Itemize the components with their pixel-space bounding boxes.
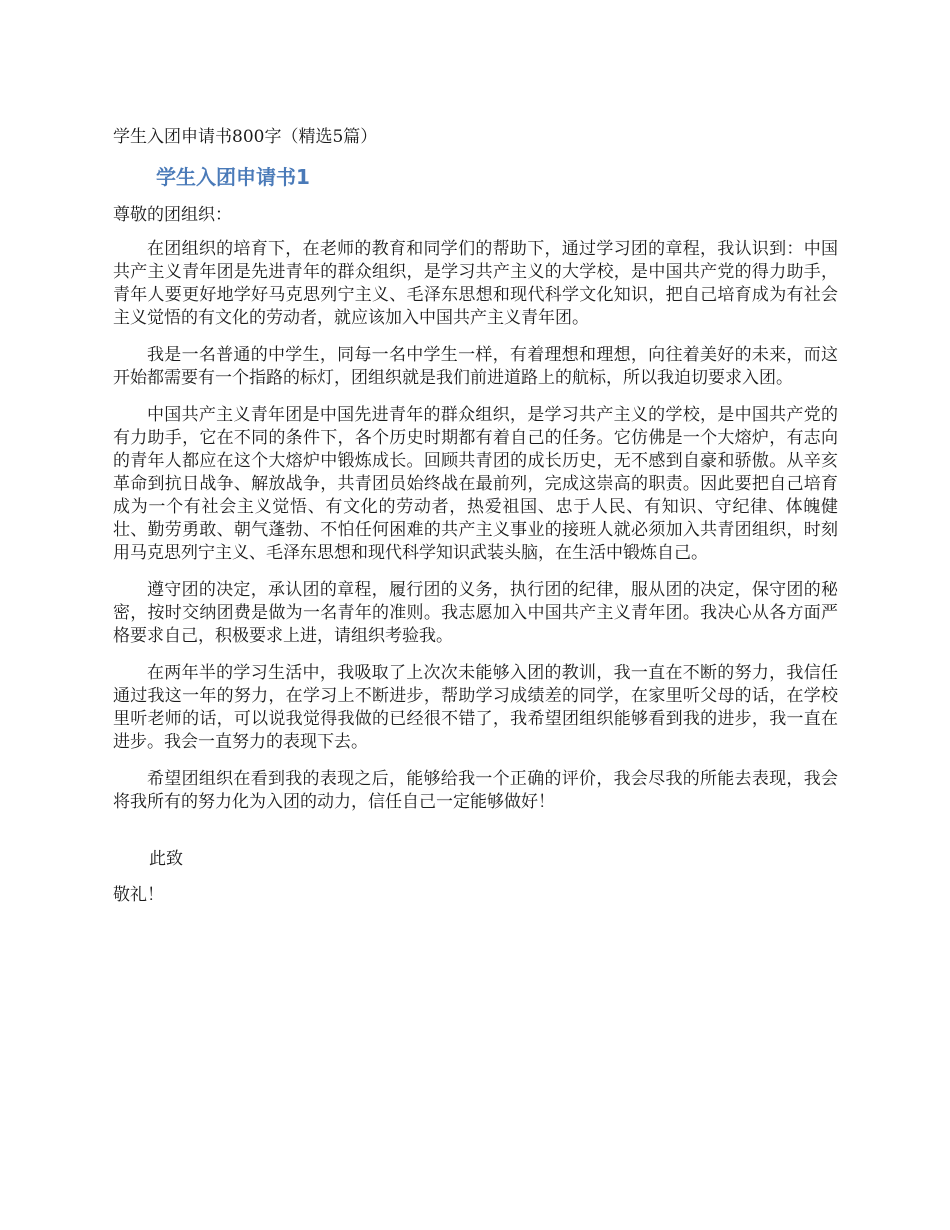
section-heading: 学生入团申请书1 — [156, 165, 310, 189]
body-paragraph-1: 在团组织的培育下，在老师的教育和同学们的帮助下，通过学习团的章程，我认识到：中国共产主义青年团是先进青年的群众组织，是学习共产主义的大学校，是中国共产党的得力助手，青年人要更好地学好马克思列宁主义、毛泽东思想和现代科学文化知识，把自己培育成为有社会主义觉悟的有文化的劳动者，就应该加入中国共产主义青年团。 — [113, 239, 838, 328]
body-paragraph-3: 中国共产主义青年团是中国先进青年的群众组织，是学习共产主义的学校，是中国共产党的有力助手，它在不同的条件下，各个历史时期都有着自己的任务。它仿佛是一个大熔炉，有志向的青年人都应在这个大熔炉中锻炼成长。回顾共青团的成长历史，无不感到自豪和骄傲。从辛亥革命到抗日战争、解放战争，共青团员始终战在最前列，完成这崇高的职责。因此要把自己培育成为一个有社会主义觉悟、有文化的劳动者，热爱祖国、忠于人民、有知识、守纪律、体魄健壮、勤劳勇敢、朝气蓬勃、不怕任何困难的共产主义事业的接班人就必须加入共青团组织，时刻用马克思列宁主义、毛泽东思想和现代科学知识武装头脑，在生活中锻炼自己。 — [113, 405, 838, 563]
body-paragraph-2: 我是一名普通的中学生，同每一名中学生一样，有着理想和理想，向往着美好的未来，而这开始都需要有一个指路的标灯，团组织就是我们前进道路上的航标，所以我迫切要求入团。 — [113, 345, 838, 388]
letter-body — [113, 238, 838, 828]
body-paragraph-5: 在两年半的学习生活中，我吸取了上次次未能够入团的教训，我一直在不断的努力，我信任通过我这一年的努力，在学习上不断进步，帮助学习成绩差的同学，在家里听父母的话，在学校里听老师的话，可以说我觉得我做的已经很不错了，我希望团组织能够看到我的进步，我一直在进步。我会一直努力的表现下去。 — [113, 663, 838, 752]
regards-line: 敬礼！ — [113, 885, 164, 905]
body-paragraph-6: 希望团组织在看到我的表现之后，能够给我一个正确的评价，我会尽我的所能去表现，我会将我所有的努力化为入团的动力，信任自己一定能够做好！ — [113, 769, 838, 812]
body-paragraph-4: 遵守团的决定，承认团的章程，履行团的义务，执行团的纪律，服从团的决定，保守团的秘密，按时交纳团费是做为一名青年的准则。我志愿加入中国共产主义青年团。我决心从各方面严格要求自己，积极要求上进，请组织考验我。 — [113, 580, 838, 646]
salutation: 尊敬的团组织： — [113, 205, 232, 225]
document-title: 学生入团申请书800字（精选5篇） — [113, 127, 378, 147]
closing-line: 此致 — [149, 849, 183, 869]
